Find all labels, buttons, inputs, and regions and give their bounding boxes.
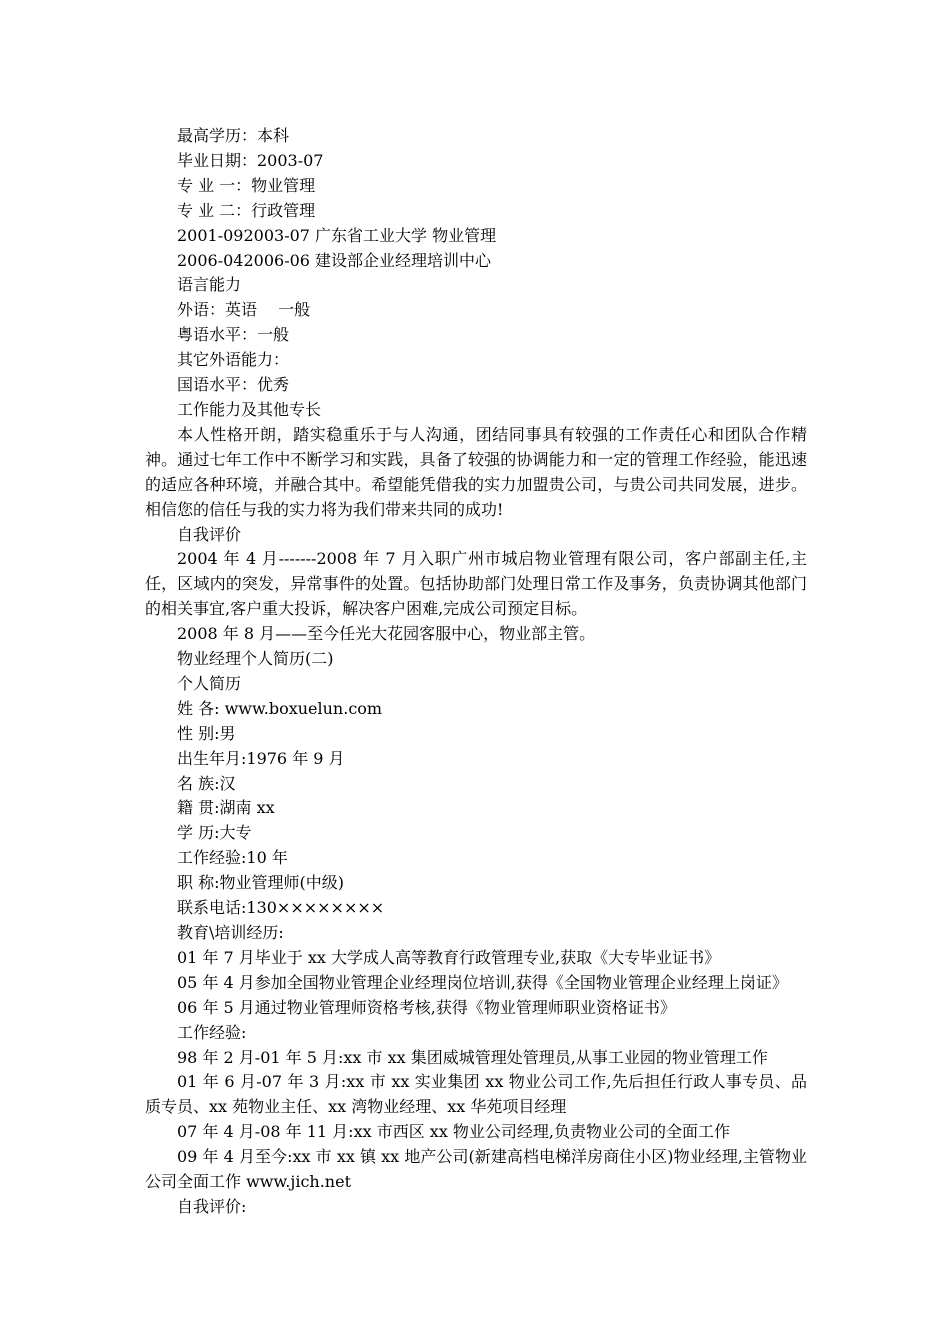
text-line: 2001-092003-07 广东省工业大学 物业管理 [177, 225, 497, 245]
section-heading: 自我评价: [177, 1196, 247, 1216]
paragraph: 本人性格开朗，踏实稳重乐于与人沟通，团结同事具有较强的工作责任心和团队合作精神。通过七年工作中不断学习和实践，具备了较强的协调能力和一定的管理工作经验，能迅速的适应各种环境，并融合其中。希望能凭借我的实力加盟贵公司，与贵公司共同发展，进步。相信您的信任与我的实力将为我们带来共同的成功! [145, 424, 807, 519]
section-heading: 自我评价 [177, 524, 242, 544]
text-line: 其它外语能力： [177, 350, 290, 370]
text-line: 籍 贯:湖南 xx [177, 798, 275, 818]
text-line: 毕业日期：2003-07 [177, 150, 324, 170]
text-line: 名 族:汉 [177, 773, 236, 793]
text-line: 98 年 2 月-01 年 5 月:xx 市 xx 集团威城管理处管理员,从事工业园的物业管理工作 [177, 1047, 768, 1067]
text-line: 05 年 4 月参加全国物业管理企业经理岗位培训,获得《全国物业管理企业经理上岗证》 [177, 972, 788, 992]
text-line: 专 业 二：行政管理 [177, 200, 316, 220]
text-line: 06 年 5 月通过物业管理师资格考核,获得《物业管理师职业资格证书》 [177, 997, 676, 1017]
section-heading: 工作经验: [177, 1022, 247, 1042]
paragraph: 09 年 4 月至今:xx 市 xx 镇 xx 地产公司(新建高档电梯洋房商住小区)物业经理,主管物业公司全面工作 www.jich.net [145, 1147, 807, 1192]
text-line: 最高学历：本科 [177, 126, 290, 145]
section-heading: 语言能力 [177, 275, 242, 295]
section-heading: 物业经理个人简历(二) [177, 649, 334, 669]
section-heading: 个人简历 [177, 673, 242, 693]
text-line: 出生年月:1976 年 9 月 [177, 748, 345, 768]
paragraph: 2004 年 4 月-------2008 年 7 月入职广州市城启物业管理有限公司，客户部副主任,主任，区域内的突发，异常事件的处置。包括协助部门处理日常工作及事务，负责协调其他部门的相关事宜,客户重大投诉，解决客户困难,完成公司预定目标。 [145, 549, 807, 619]
text-line: 2008 年 8 月——至今任光大花园客服中心，物业部主管。 [177, 624, 596, 644]
text-line: 职 称:物业管理师(中级) [177, 873, 344, 893]
text-line: 01 年 7 月毕业于 xx 大学成人高等教育行政管理专业,获取《大专毕业证书》 [177, 947, 721, 967]
text-line: 姓 各: www.boxuelun.com [177, 698, 383, 718]
document-body [145, 124, 807, 1220]
text-line: 国语水平：优秀 [177, 375, 290, 395]
text-line: 学 历:大专 [177, 823, 252, 843]
section-heading: 教育\培训经历: [177, 923, 284, 942]
text-line: 工作经验:10 年 [177, 848, 288, 868]
section-heading: 工作能力及其他专长 [177, 399, 322, 419]
text-line: 粤语水平：一般 [177, 325, 290, 345]
paragraph: 01 年 6 月-07 年 3 月:xx 市 xx 实业集团 xx 物业公司工作,先后担任行政人事专员、品质专员、xx 苑物业主任、xx 湾物业经理、xx 华苑项目经理 [145, 1072, 807, 1117]
text-line: 2006-042006-06 建设部企业经理培训中心 [177, 250, 492, 270]
text-line: 外语：英语 一般 [177, 300, 311, 320]
text-line: 07 年 4 月-08 年 11 月:xx 市西区 xx 物业公司经理,负责物业公司的全面工作 [177, 1122, 731, 1142]
text-line: 联系电话:130×××××××× [177, 898, 385, 918]
text-line: 专 业 一：物业管理 [177, 175, 316, 195]
text-line: 性 别:男 [177, 723, 236, 743]
